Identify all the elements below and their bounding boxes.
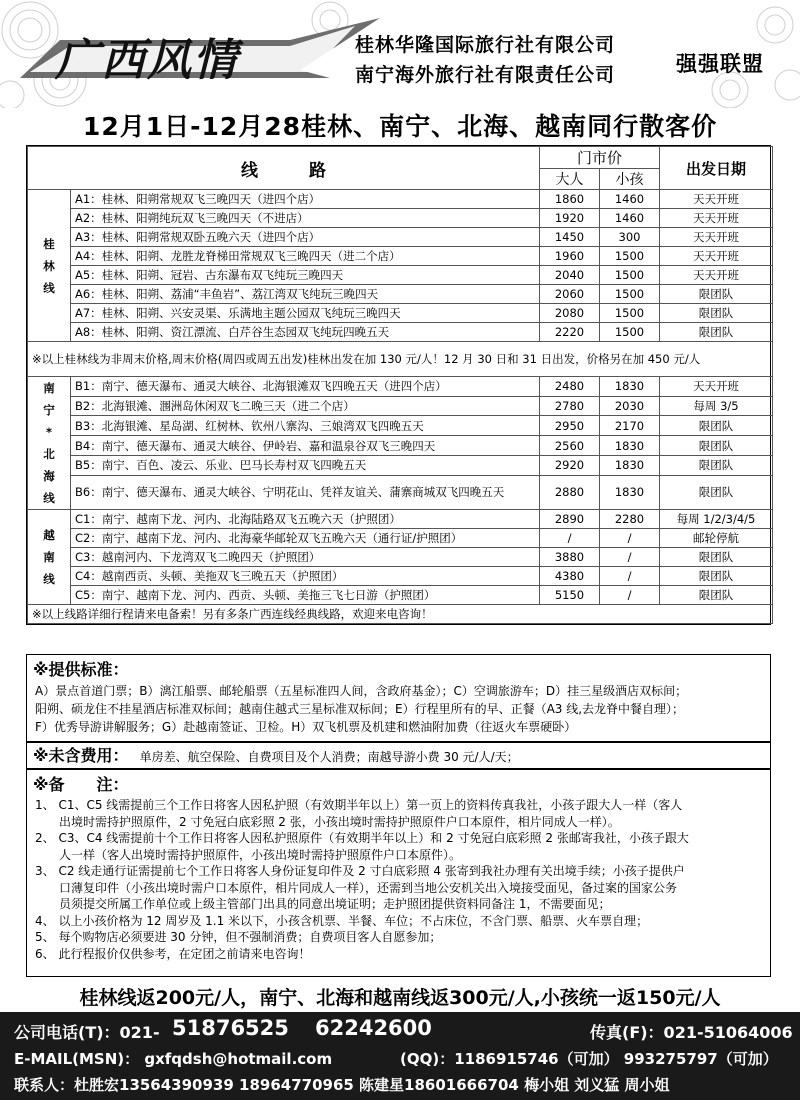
alliance-label: 强强联盟 <box>676 52 764 76</box>
cell-route: B5：南宁、百色、凌云、乐业、巴马长寿村双飞四晚五天 <box>71 455 540 475</box>
text-line: 阳朔、硕龙住不挂星酒店标准双标间；越南住越式三星标准双标间；E）行程里所有的早、正餐（A3 线,去龙脊中餐自理）； <box>35 702 685 716</box>
table-row <box>28 323 773 342</box>
email-text: E-MAIL(MSN)： gxfqdsh@hotmail.com <box>14 1050 333 1068</box>
text-line: A）景点首道门票；B）漓江船票、邮轮船票（五星标准四人间，含政府基金）；C）空调旅游车；D）挂三星级酒店双标间； <box>35 684 688 698</box>
cell-date: 限团队 <box>660 475 773 509</box>
phone-number-1: 51876525 <box>172 1016 289 1040</box>
cell-route: B3：北海银滩、星岛湖、红树林、钦州八寨沟、三娘湾双飞四晚五天 <box>71 416 540 436</box>
table-row <box>28 304 773 323</box>
cell-route: B1：南宁、德天瀑布、通灵大峡谷、北海银滩双飞四晚五天（进四个店） <box>71 377 540 397</box>
table-header-row <box>28 147 773 169</box>
table-row <box>28 475 773 509</box>
cell-route: A4：桂林、阳朔、龙胜龙脊梯田常规双飞三晚四天（进二个店） <box>71 247 540 266</box>
cell-child: 1830 <box>600 455 660 475</box>
adult-header: 大人 <box>540 169 600 190</box>
cell-adult: 2920 <box>540 455 600 475</box>
cell-route: A2：桂林、阳朔纯玩双飞三晚四天（不进店） <box>71 209 540 228</box>
cell-date: 每周 1/2/3/4/5 <box>660 510 773 529</box>
cell-date: 天天开班 <box>660 377 773 397</box>
excluded-text: 单房差、航空保险、自费项目及个人消费；南越导游小费 30 元/人/天； <box>139 750 519 764</box>
cell-child: 300 <box>600 228 660 247</box>
cell-date: 限团队 <box>660 436 773 456</box>
text-line: 6、 此行程报价仅供参考，在定团之前请来电咨询！ <box>35 946 311 961</box>
standard-section <box>26 654 771 742</box>
guilin-note: ※以上桂林线为非周末价格,周末价格(周四或周五出发)桂林出发在加 130 元/人！12 月 30 日和 31 日出发，价格另在加 450 元/人 <box>28 342 773 377</box>
qq-text: (QQ)：1186915746（可加） 993275797（可加） <box>400 1050 778 1068</box>
cell-child: 1460 <box>600 190 660 209</box>
text-line: 2、 C3、C4 线需提前十个工作日将客人因私护照原件（有效期半年以上）和 2 寸免冠白底彩照 2 张邮寄我社，小孩子跟大 <box>35 831 689 845</box>
cell-route: C5：南宁、越南下龙、河内、西贡、头顿、美拖三飞七日游（护照团） <box>71 586 540 605</box>
table-row <box>28 436 773 456</box>
cell-adult: 2560 <box>540 436 600 456</box>
cell-route: A5：桂林、阳朔、冠岩、古东瀑布双飞纯玩三晚四天 <box>71 266 540 285</box>
standard-body <box>27 682 770 738</box>
departure-header: 出发日期 <box>660 147 773 190</box>
cell-route: A7：桂林、阳朔、兴安灵渠、乐满地主题公园双飞纯玩三晚四天 <box>71 304 540 323</box>
child-header: 小孩 <box>600 169 660 190</box>
table-row <box>28 285 773 304</box>
rebate-text: 桂林线返200元/人，南宁、北海和越南线返300元/人,小孩统一返150元/人 <box>79 987 721 1009</box>
cell-child: 1830 <box>600 377 660 397</box>
table-row <box>28 455 773 475</box>
table-row <box>28 247 773 266</box>
table-row <box>28 529 773 548</box>
cell-date: 限团队 <box>660 586 773 605</box>
cell-route: B6：南宁、德天瀑布、通灵大峡谷、宁明花山、凭祥友谊关、蒲寨商城双飞四晚五天 <box>71 475 540 509</box>
cell-child: / <box>600 586 660 605</box>
standard-title: ※提供标准： <box>33 660 129 679</box>
table-row <box>28 567 773 586</box>
table-row <box>28 228 773 247</box>
company-name-2: 南宁海外旅行社有限责任公司 <box>355 64 616 86</box>
guilin-section-label: 桂 林 线 <box>28 190 71 342</box>
phone-label: 公司电话(T)：021- <box>14 1023 160 1042</box>
fax-number: 传真(F)：021-51064006 <box>590 1023 793 1042</box>
cell-child: / <box>600 567 660 586</box>
cell-date: 天天开班 <box>660 247 773 266</box>
cell-date: 限团队 <box>660 285 773 304</box>
cell-route: C1：南宁、越南下龙、河内、北海陆路双飞五晚六天（护照团） <box>71 510 540 529</box>
excluded-title: ※未含费用： <box>33 746 129 765</box>
cell-route: C2：南宁、越南下龙、河内、北海豪华邮轮双飞五晚六天（通行证/护照团） <box>71 529 540 548</box>
route-table <box>27 146 773 624</box>
cell-adult: 2950 <box>540 416 600 436</box>
cell-child: / <box>600 548 660 567</box>
cell-date: 邮轮停航 <box>660 529 773 548</box>
cell-child: 2280 <box>600 510 660 529</box>
page-title: 12月1日-12月28桂林、南宁、北海、越南同行散客价 <box>82 112 718 141</box>
price-table <box>26 145 771 625</box>
cell-adult: 2780 <box>540 396 600 416</box>
cell-date: 天天开班 <box>660 266 773 285</box>
cell-route: A1：桂林、阳朔常规双飞三晚四天（进四个店） <box>71 190 540 209</box>
text-line: 口薄复印件（小孩出境时需户口本原件，相片同成人一样），还需到当地公安机关出入境接受面见，备过案的国家公务 <box>35 880 678 895</box>
price-header: 门市价 <box>540 147 660 169</box>
cell-adult: 2080 <box>540 304 600 323</box>
cell-route: A6：桂林、阳朔、荔浦“丰鱼岩”、荔江湾双飞纯玩三晚四天 <box>71 285 540 304</box>
cell-date: 限团队 <box>660 416 773 436</box>
remarks-body <box>27 797 770 964</box>
table-row <box>28 209 773 228</box>
table-row <box>28 586 773 605</box>
text-line: 3、 C2 线走通行证需提前七个工作日将客人身份证复印件及 2 寸白底彩照 4 张寄到我社办理有关出境手续；小孩子提供户 <box>35 864 685 878</box>
nanning-section-label: 南 宁 * 北 海 线 <box>28 377 71 510</box>
cell-date: 每周 3/5 <box>660 396 773 416</box>
excluded-section <box>26 742 771 769</box>
company-name-1: 桂林华隆国际旅行社有限公司 <box>355 34 616 56</box>
cell-child: 1500 <box>600 285 660 304</box>
cell-date: 限团队 <box>660 567 773 586</box>
cell-adult: 1860 <box>540 190 600 209</box>
cell-route: B2：北海银滩、涠洲岛休闲双飞二晚三天（进二个店） <box>71 396 540 416</box>
cell-child: 2170 <box>600 416 660 436</box>
cell-child: 1830 <box>600 436 660 456</box>
cell-adult: 2040 <box>540 266 600 285</box>
cell-adult: 1920 <box>540 209 600 228</box>
cell-adult: 1450 <box>540 228 600 247</box>
cell-date: 限团队 <box>660 323 773 342</box>
table-row <box>28 416 773 436</box>
text-line: 1、 C1、C5 线需提前三个工作日将客人因私护照（有效期半年以上）第一页上的资料传真我社，小孩子跟大人一样（客人 <box>35 798 683 812</box>
phone-number-2: 62242600 <box>315 1016 432 1040</box>
cell-child: 1500 <box>600 323 660 342</box>
remarks-section <box>26 769 771 977</box>
text-line: 5、 每个购物店必须要进 30 分钟，但不强制消费；自费项目客人自愿参加； <box>35 930 442 944</box>
route-header: 线 路 <box>28 147 540 190</box>
cell-route: A3：桂林、阳朔常规双卧五晚六天（进四个店） <box>71 228 540 247</box>
text-line: 员须提交所属工作单位或上级主管部门出具的同意出境证明；走护照团提供资料同备注 1，不需要面见； <box>35 897 611 911</box>
cell-adult: 2880 <box>540 475 600 509</box>
table-row <box>28 266 773 285</box>
footer <box>0 1012 800 1100</box>
table-row <box>28 190 773 209</box>
cell-adult: 2220 <box>540 323 600 342</box>
text-line: 4、 以上小孩价格为 12 周岁及 1.1 米以下，小孩含机票、半餐、车位；不占床位，不含门票、船票、火车票自理； <box>35 913 649 928</box>
cell-date: 限团队 <box>660 548 773 567</box>
cell-adult: 2480 <box>540 377 600 397</box>
table-row <box>28 510 773 529</box>
cell-adult: 5150 <box>540 586 600 605</box>
cell-child: 1500 <box>600 247 660 266</box>
cell-route: A8：桂林、阳朔、资江漂流、白芹谷生态园双飞纯玩四晚五天 <box>71 323 540 342</box>
cell-date: 天天开班 <box>660 209 773 228</box>
cell-date: 天天开班 <box>660 190 773 209</box>
cell-date: 限团队 <box>660 304 773 323</box>
text-line: 出境时需持护照原件，2 寸免冠白底彩照 2 张，小孩出境时需持护照原件户口本原件，相片同成人一样）。 <box>35 814 620 829</box>
vietnam-section-label: 越 南 线 <box>28 510 71 605</box>
cell-adult: 1960 <box>540 247 600 266</box>
vietnam-note: ※以上线路详细行程请来电备索！另有多条广西连线经典线路，欢迎来电咨询！ <box>28 605 773 624</box>
table-row <box>28 377 773 397</box>
contacts-text: 联系人：杜胜宏13564390939 18964770965 陈建星18601666704 梅小姐 刘义猛 周小姐 <box>14 1076 670 1094</box>
text-line: 人一样（客人出境时需持护照原件，小孩出境时需持护照原件户口本原件）。 <box>35 847 462 862</box>
remarks-title: ※备 注： <box>33 775 129 794</box>
logo-text: 广西风情 <box>55 35 239 86</box>
cell-child: 1500 <box>600 266 660 285</box>
cell-route: B4：南宁、德天瀑布、通灵大峡谷、伊岭岩、嘉和温泉谷双飞三晚四天 <box>71 436 540 456</box>
cell-child: / <box>600 529 660 548</box>
cell-adult: 2890 <box>540 510 600 529</box>
cell-date: 天天开班 <box>660 228 773 247</box>
cell-adult: 2060 <box>540 285 600 304</box>
cell-child: 1460 <box>600 209 660 228</box>
cell-route: C3：越南河内、下龙湾双飞二晚四天（护照团） <box>71 548 540 567</box>
cell-adult: 3880 <box>540 548 600 567</box>
table-row <box>28 548 773 567</box>
cell-adult: 4380 <box>540 567 600 586</box>
cell-child: 1830 <box>600 475 660 509</box>
table-row <box>28 396 773 416</box>
text-line: F）优秀导游讲解服务；G）赴越南签证、卫检。H）双飞机票及机建和燃油附加费（往返火车票硬卧） <box>35 720 577 734</box>
cell-adult: / <box>540 529 600 548</box>
cell-child: 2030 <box>600 396 660 416</box>
cell-child: 1500 <box>600 304 660 323</box>
cell-date: 限团队 <box>660 455 773 475</box>
header <box>0 0 800 108</box>
cell-route: C4：越南西贡、头顿、美拖双飞三晚五天（护照团） <box>71 567 540 586</box>
